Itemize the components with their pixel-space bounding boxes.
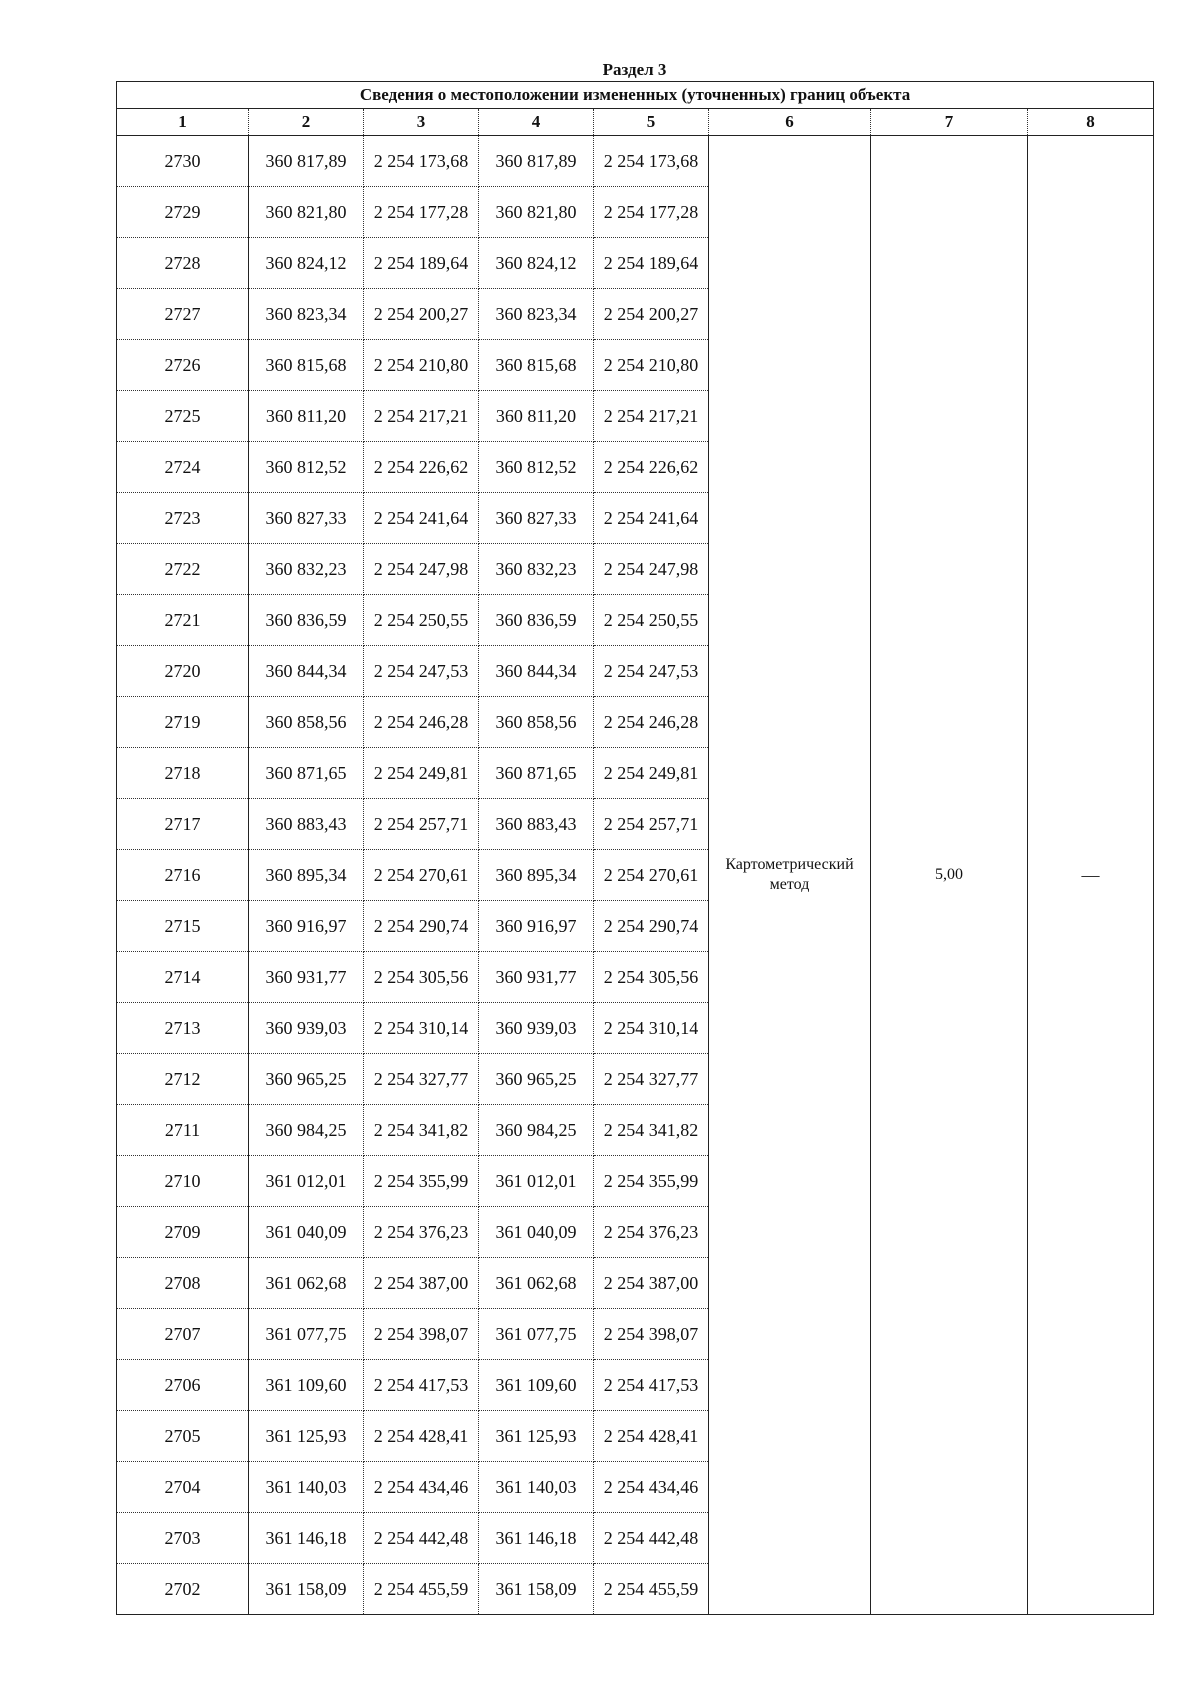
point-number-cell: 2709 <box>117 1207 249 1258</box>
coordinate-cell: 2 254 355,99 <box>594 1156 709 1207</box>
coordinate-cell: 361 146,18 <box>479 1513 594 1564</box>
coordinate-cell: 2 254 247,98 <box>594 544 709 595</box>
coordinate-cell: 2 254 257,71 <box>364 799 479 850</box>
coordinate-cell: 2 254 455,59 <box>364 1564 479 1615</box>
coordinate-cell: 2 254 387,00 <box>594 1258 709 1309</box>
coordinate-cell: 360 821,80 <box>479 187 594 238</box>
coordinate-cell: 360 811,20 <box>249 391 364 442</box>
coordinate-cell: 360 895,34 <box>249 850 364 901</box>
point-number-cell: 2714 <box>117 952 249 1003</box>
coordinate-cell: 2 254 210,80 <box>594 340 709 391</box>
coordinate-cell: 2 254 200,27 <box>364 289 479 340</box>
point-number-cell: 2712 <box>117 1054 249 1105</box>
section-title: Раздел 3 <box>602 60 667 79</box>
point-number-cell: 2711 <box>117 1105 249 1156</box>
coordinate-cell: 361 040,09 <box>249 1207 364 1258</box>
coordinate-cell: 2 254 249,81 <box>364 748 479 799</box>
coordinate-cell: 2 254 455,59 <box>594 1564 709 1615</box>
point-number-cell: 2708 <box>117 1258 249 1309</box>
coordinate-cell: 360 836,59 <box>479 595 594 646</box>
coordinate-cell: 2 254 428,41 <box>364 1411 479 1462</box>
coordinate-cell: 360 817,89 <box>249 136 364 187</box>
coordinate-cell: 361 140,03 <box>479 1462 594 1513</box>
coordinate-cell: 2 254 327,77 <box>364 1054 479 1105</box>
coordinate-cell: 2 254 217,21 <box>594 391 709 442</box>
coordinate-cell: 2 254 200,27 <box>594 289 709 340</box>
coordinate-cell: 2 254 355,99 <box>364 1156 479 1207</box>
method-cell: Картометрический метод <box>709 136 871 1615</box>
coordinate-cell: 360 871,65 <box>249 748 364 799</box>
coordinate-cell: 2 254 310,14 <box>594 1003 709 1054</box>
coordinate-cell: 2 254 247,98 <box>364 544 479 595</box>
coordinate-cell: 360 858,56 <box>249 697 364 748</box>
coordinate-cell: 360 916,97 <box>249 901 364 952</box>
coordinate-cell: 360 984,25 <box>249 1105 364 1156</box>
point-number-cell: 2705 <box>117 1411 249 1462</box>
coordinate-cell: 360 821,80 <box>249 187 364 238</box>
coordinate-cell: 361 077,75 <box>479 1309 594 1360</box>
coordinate-cell: 2 254 257,71 <box>594 799 709 850</box>
coordinate-cell: 360 883,43 <box>249 799 364 850</box>
coordinate-cell: 2 254 217,21 <box>364 391 479 442</box>
point-number-cell: 2707 <box>117 1309 249 1360</box>
coordinate-cell: 2 254 305,56 <box>364 952 479 1003</box>
coordinate-cell: 360 827,33 <box>479 493 594 544</box>
column-number-row <box>117 109 1154 136</box>
table-title-row <box>117 82 1154 109</box>
coordinate-cell: 2 254 310,14 <box>364 1003 479 1054</box>
coordinate-cell: 360 984,25 <box>479 1105 594 1156</box>
coordinate-cell: 2 254 305,56 <box>594 952 709 1003</box>
coordinate-cell: 2 254 270,61 <box>364 850 479 901</box>
coordinate-cell: 360 832,23 <box>479 544 594 595</box>
coordinate-cell: 361 062,68 <box>479 1258 594 1309</box>
coordinate-cell: 361 012,01 <box>249 1156 364 1207</box>
coordinate-cell: 361 077,75 <box>249 1309 364 1360</box>
column-number: 5 <box>594 109 709 136</box>
coordinate-cell: 361 146,18 <box>249 1513 364 1564</box>
coordinate-cell: 2 254 442,48 <box>364 1513 479 1564</box>
coordinate-cell: 360 939,03 <box>479 1003 594 1054</box>
coordinate-cell: 2 254 290,74 <box>594 901 709 952</box>
point-number-cell: 2728 <box>117 238 249 289</box>
point-number-cell: 2730 <box>117 136 249 187</box>
point-number-cell: 2718 <box>117 748 249 799</box>
point-number-cell: 2703 <box>117 1513 249 1564</box>
coordinate-cell: 360 965,25 <box>249 1054 364 1105</box>
coordinate-cell: 2 254 173,68 <box>364 136 479 187</box>
coordinate-cell: 2 254 246,28 <box>364 697 479 748</box>
coordinate-cell: 2 254 247,53 <box>594 646 709 697</box>
point-number-cell: 2724 <box>117 442 249 493</box>
coordinate-cell: 361 140,03 <box>249 1462 364 1513</box>
coordinate-cell: 2 254 417,53 <box>594 1360 709 1411</box>
coordinate-cell: 360 871,65 <box>479 748 594 799</box>
coordinate-cell: 2 254 442,48 <box>594 1513 709 1564</box>
point-number-cell: 2725 <box>117 391 249 442</box>
coordinate-cell: 2 254 417,53 <box>364 1360 479 1411</box>
coordinate-cell: 2 254 434,46 <box>364 1462 479 1513</box>
point-number-cell: 2706 <box>117 1360 249 1411</box>
coordinate-cell: 360 844,34 <box>249 646 364 697</box>
coordinate-cell: 360 836,59 <box>249 595 364 646</box>
point-number-cell: 2719 <box>117 697 249 748</box>
point-number-cell: 2715 <box>117 901 249 952</box>
coordinate-cell: 361 040,09 <box>479 1207 594 1258</box>
point-number-cell: 2710 <box>117 1156 249 1207</box>
coordinate-cell: 2 254 341,82 <box>364 1105 479 1156</box>
coordinate-cell: 360 939,03 <box>249 1003 364 1054</box>
coordinate-cell: 2 254 376,23 <box>364 1207 479 1258</box>
coordinate-cell: 360 916,97 <box>479 901 594 952</box>
coordinate-cell: 360 931,77 <box>479 952 594 1003</box>
column-number: 2 <box>249 109 364 136</box>
point-number-cell: 2727 <box>117 289 249 340</box>
coordinate-cell: 2 254 173,68 <box>594 136 709 187</box>
coordinate-cell: 360 931,77 <box>249 952 364 1003</box>
coordinate-cell: 361 109,60 <box>249 1360 364 1411</box>
coordinate-cell: 360 812,52 <box>249 442 364 493</box>
description-cell: — <box>1028 136 1154 1615</box>
coordinate-cell: 361 012,01 <box>479 1156 594 1207</box>
point-number-cell: 2721 <box>117 595 249 646</box>
column-number: 1 <box>117 109 249 136</box>
coordinate-cell: 2 254 177,28 <box>364 187 479 238</box>
point-number-cell: 2702 <box>117 1564 249 1615</box>
coordinate-cell: 2 254 387,00 <box>364 1258 479 1309</box>
coordinate-cell: 2 254 210,80 <box>364 340 479 391</box>
accuracy-cell: 5,00 <box>871 136 1028 1615</box>
coordinate-cell: 2 254 250,55 <box>594 595 709 646</box>
coordinate-cell: 360 824,12 <box>249 238 364 289</box>
table-title: Сведения о местоположении измененных (уточненных) границ объекта <box>117 82 1154 109</box>
coordinate-cell: 360 823,34 <box>479 289 594 340</box>
point-number-cell: 2726 <box>117 340 249 391</box>
point-number-cell: 2723 <box>117 493 249 544</box>
coordinate-cell: 361 125,93 <box>249 1411 364 1462</box>
coordinate-cell: 360 895,34 <box>479 850 594 901</box>
coordinate-cell: 2 254 327,77 <box>594 1054 709 1105</box>
coordinate-cell: 2 254 241,64 <box>594 493 709 544</box>
coordinate-cell: 361 109,60 <box>479 1360 594 1411</box>
coordinate-cell: 360 832,23 <box>249 544 364 595</box>
coordinate-cell: 360 815,68 <box>249 340 364 391</box>
coordinate-cell: 360 811,20 <box>479 391 594 442</box>
point-number-cell: 2722 <box>117 544 249 595</box>
coordinate-cell: 361 062,68 <box>249 1258 364 1309</box>
coordinate-cell: 360 827,33 <box>249 493 364 544</box>
coordinate-cell: 2 254 250,55 <box>364 595 479 646</box>
point-number-cell: 2716 <box>117 850 249 901</box>
coordinate-cell: 360 817,89 <box>479 136 594 187</box>
coordinate-cell: 360 883,43 <box>479 799 594 850</box>
coordinate-cell: 2 254 398,07 <box>364 1309 479 1360</box>
coordinate-cell: 361 158,09 <box>479 1564 594 1615</box>
column-number: 4 <box>479 109 594 136</box>
coordinate-cell: 2 254 246,28 <box>594 697 709 748</box>
coordinate-cell: 2 254 249,81 <box>594 748 709 799</box>
point-number-cell: 2729 <box>117 187 249 238</box>
coordinate-cell: 360 844,34 <box>479 646 594 697</box>
coordinate-cell: 2 254 189,64 <box>594 238 709 289</box>
boundary-coordinates-table <box>116 81 1154 1615</box>
coordinate-cell: 2 254 189,64 <box>364 238 479 289</box>
coordinate-cell: 360 815,68 <box>479 340 594 391</box>
point-number-cell: 2717 <box>117 799 249 850</box>
column-number: 3 <box>364 109 479 136</box>
point-number-cell: 2720 <box>117 646 249 697</box>
column-number: 6 <box>709 109 871 136</box>
coordinate-cell: 360 965,25 <box>479 1054 594 1105</box>
coordinate-cell: 2 254 177,28 <box>594 187 709 238</box>
coordinate-cell: 2 254 434,46 <box>594 1462 709 1513</box>
point-number-cell: 2713 <box>117 1003 249 1054</box>
column-number: 7 <box>871 109 1028 136</box>
table-row <box>117 136 1154 187</box>
coordinate-cell: 360 858,56 <box>479 697 594 748</box>
coordinate-cell: 2 254 226,62 <box>594 442 709 493</box>
coordinate-cell: 2 254 270,61 <box>594 850 709 901</box>
coordinate-cell: 2 254 341,82 <box>594 1105 709 1156</box>
coordinate-cell: 360 812,52 <box>479 442 594 493</box>
coordinate-cell: 360 824,12 <box>479 238 594 289</box>
coordinate-cell: 361 158,09 <box>249 1564 364 1615</box>
point-number-cell: 2704 <box>117 1462 249 1513</box>
coordinate-cell: 2 254 247,53 <box>364 646 479 697</box>
coordinate-cell: 2 254 398,07 <box>594 1309 709 1360</box>
column-number: 8 <box>1028 109 1154 136</box>
coordinate-cell: 2 254 241,64 <box>364 493 479 544</box>
coordinate-cell: 360 823,34 <box>249 289 364 340</box>
coordinate-cell: 2 254 376,23 <box>594 1207 709 1258</box>
coordinate-cell: 2 254 428,41 <box>594 1411 709 1462</box>
coordinate-cell: 2 254 290,74 <box>364 901 479 952</box>
coordinate-cell: 361 125,93 <box>479 1411 594 1462</box>
coordinate-cell: 2 254 226,62 <box>364 442 479 493</box>
